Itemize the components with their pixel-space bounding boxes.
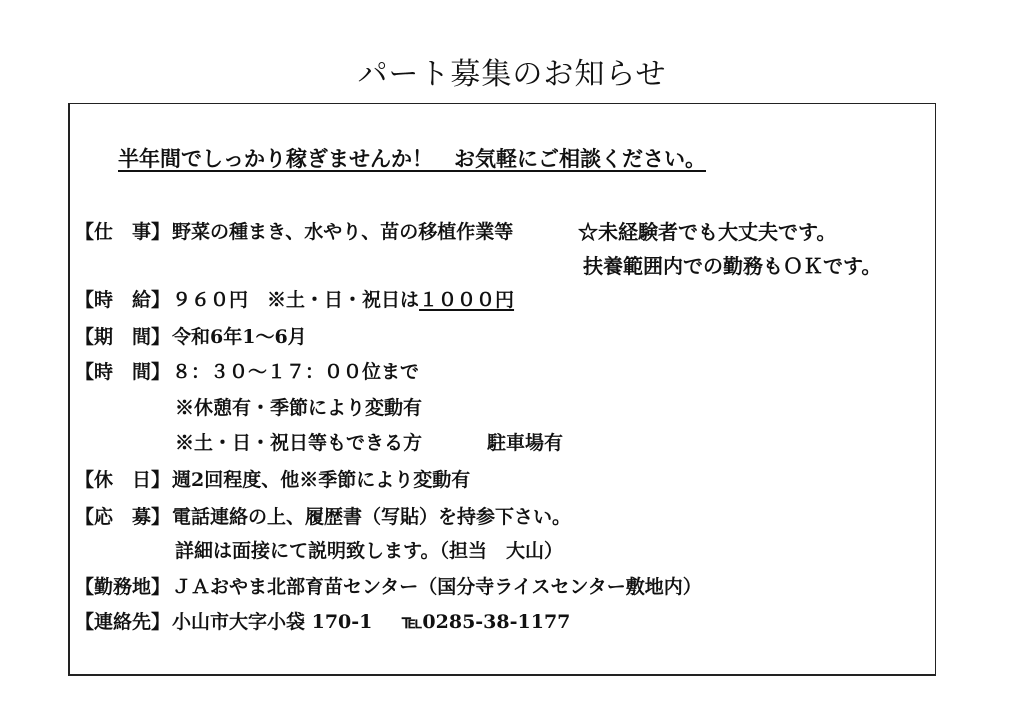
page-title: パート募集のお知らせ — [357, 57, 667, 92]
row-location-label: 【勤務地】 — [75, 576, 171, 598]
row-apply-label: 【応 募】 — [75, 506, 171, 528]
row-location-value: ＪＡおやま北部育苗センター（国分寺ライスセンター敷地内） — [172, 576, 702, 598]
row-holidays — [75, 469, 470, 491]
row-hours-label: 【時 間】 — [75, 361, 171, 383]
row-wage — [75, 289, 514, 311]
row-period-value: 令和6年1～6月 — [172, 326, 307, 348]
row-apply-value: 電話連絡の上、履歴書（写貼）を持参下さい。 — [172, 506, 572, 528]
note-no-experience: ☆未経験者でも大丈夫です。 — [578, 220, 837, 244]
row-work — [75, 221, 513, 243]
row-wage-label: 【時 給】 — [75, 289, 171, 311]
row-contact — [75, 611, 372, 633]
row-work-label: 【仕 事】 — [75, 221, 171, 243]
row-location — [75, 576, 702, 598]
row-hours-parking: 駐車場有 — [487, 432, 564, 454]
row-holidays-value: 週2回程度、他※季節により変動有 — [172, 469, 471, 491]
row-wage-note: ※土・日・祝日は — [267, 289, 420, 311]
row-contact-phone: ℡0285-38-1177 — [402, 611, 571, 633]
row-period — [75, 326, 307, 348]
row-holidays-label: 【休 日】 — [75, 469, 171, 491]
row-hours-value: ８：３０～１７：００位まで — [172, 361, 420, 383]
note-dependent-ok: 扶養範囲内での勤務もＯＫです。 — [583, 254, 882, 278]
headline: 半年間でしっかり稼ぎませんか！ お気軽にご相談ください。 — [118, 146, 706, 171]
row-contact-address: 小山市大字小袋 170-1 — [172, 611, 373, 633]
row-contact-label: 【連絡先】 — [75, 611, 171, 633]
row-wage-value: ９６０円 — [172, 289, 249, 311]
row-hours-note-break: ※休憩有・季節により変動有 — [175, 397, 423, 419]
row-apply — [75, 506, 571, 528]
row-period-label: 【期 間】 — [75, 326, 171, 348]
row-hours-note-weekend: ※土・日・祝日等もできる方 — [175, 432, 423, 454]
row-hours — [75, 361, 419, 383]
row-wage-holiday: １０００円 — [419, 289, 515, 311]
row-apply-detail: 詳細は面接にて説明致します。（担当 大山） — [175, 540, 563, 562]
row-work-value: 野菜の種まき、水やり、苗の移植作業等 — [172, 221, 514, 243]
